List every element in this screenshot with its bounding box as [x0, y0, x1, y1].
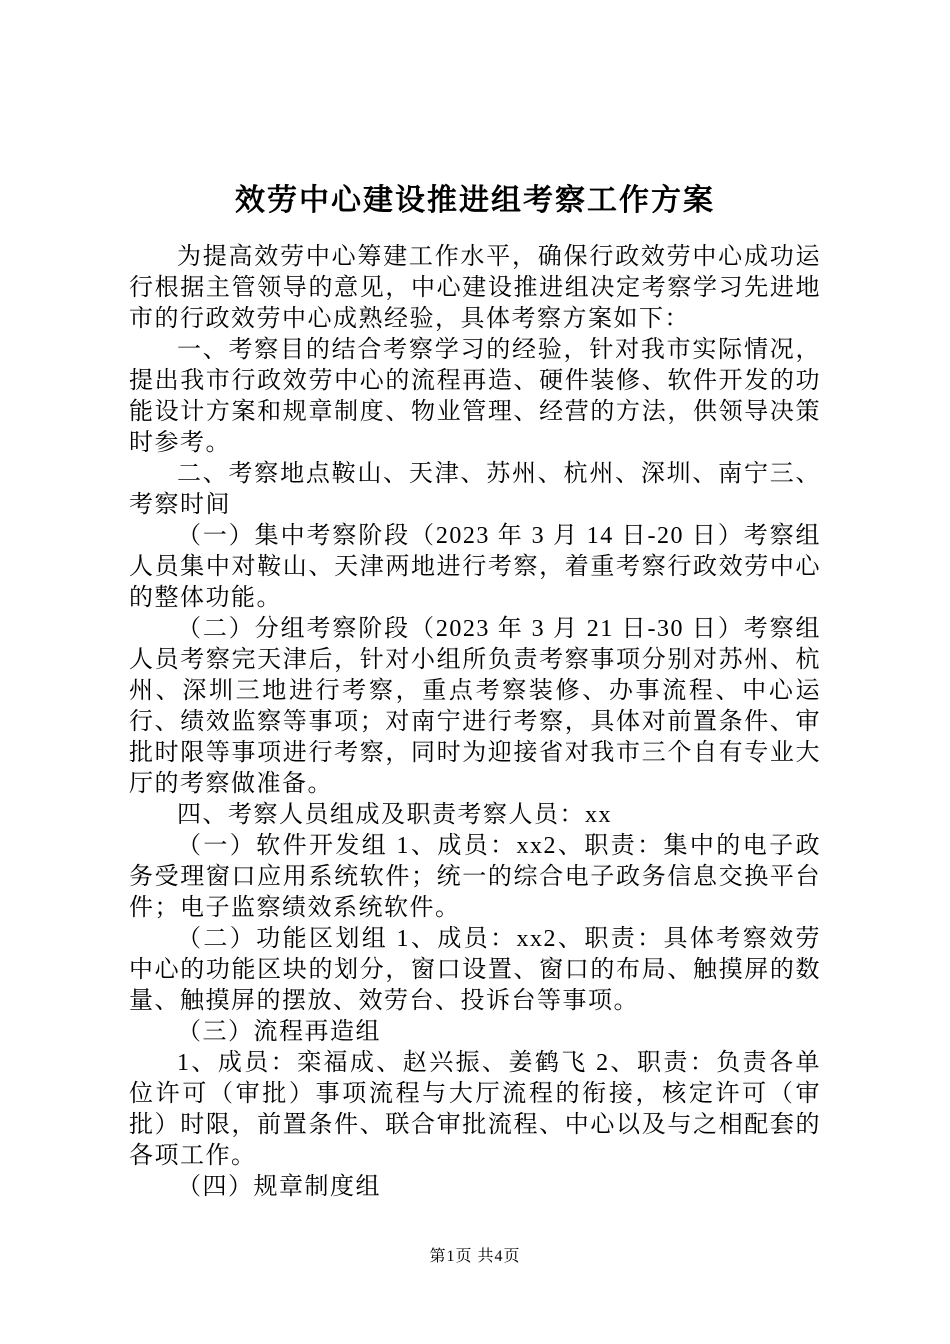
document-body — [129, 242, 821, 1203]
paragraph-locations: 二、考察地点鞍山、天津、苏州、杭州、深圳、南宁三、考察时间 — [129, 461, 821, 518]
paragraph-personnel: 四、考察人员组成及职责考察人员：xx — [177, 802, 612, 828]
document-title: 效劳中心建设推进组考察工作方案 — [235, 184, 715, 217]
paragraph-stage-2: （二）分组考察阶段（2023 年 3 月 21 日-30 日）考察组人员考察完天津后，针对小组所负责考察事项分别对苏州、杭州、深圳三地进行考察，重点考察装修、办事流程、中心运行、绩效监察等事项；对南宁进行考察，具体对前置条件、审批时限等事项进行考察，同时为迎接省对我市三个自有专业大厅的考察做准备。 — [129, 616, 821, 797]
paragraph-group-1: （一）软件开发组 1、成员：xx2、职责：集中的电子政务受理窗口应用系统软件；统一的综合电子政务信息交换平台件；电子监察绩效系统软件。 — [129, 833, 821, 921]
paragraph-group-4-head: （四）规章制度组 — [177, 1174, 381, 1200]
page-footer — [0, 1243, 950, 1266]
paragraph-stage-1: （一）集中考察阶段（2023 年 3 月 14 日-20 日）考察组人员集中对鞍山、天津两地进行考察，着重考察行政效劳中心的整体功能。 — [129, 523, 821, 611]
paragraph-group-3-body: 1、成员：栾福成、赵兴振、姜鹤飞 2、职责：负责各单位许可（审批）事项流程与大厅流程的衔接，核定许可（审批）时限，前置条件、联合审批流程、中心以及与之相配套的各项工作。 — [129, 1050, 821, 1169]
paragraph-group-3-head: （三）流程再造组 — [177, 1019, 381, 1045]
paragraph-purpose: 一、考察目的结合考察学习的经验，针对我市实际情况，提出我市行政效劳中心的流程再造、硬件装修、软件开发的功能设计方案和规章制度、物业管理、经营的方法，供领导决策时参考。 — [129, 337, 821, 456]
paragraph-group-2: （二）功能区划组 1、成员：xx2、职责：具体考察效劳中心的功能区块的划分，窗口设置、窗口的布局、触摸屏的数量、触摸屏的摆放、效劳台、投诉台等事项。 — [129, 926, 821, 1014]
page-number-text: 第1页 共4页 — [429, 1248, 521, 1265]
paragraph-intro: 为提高效劳中心筹建工作水平，确保行政效劳中心成功运行根据主管领导的意见，中心建设推进组决定考察学习先进地市的行政效劳中心成熟经验，具体考察方案如下： — [129, 244, 821, 332]
